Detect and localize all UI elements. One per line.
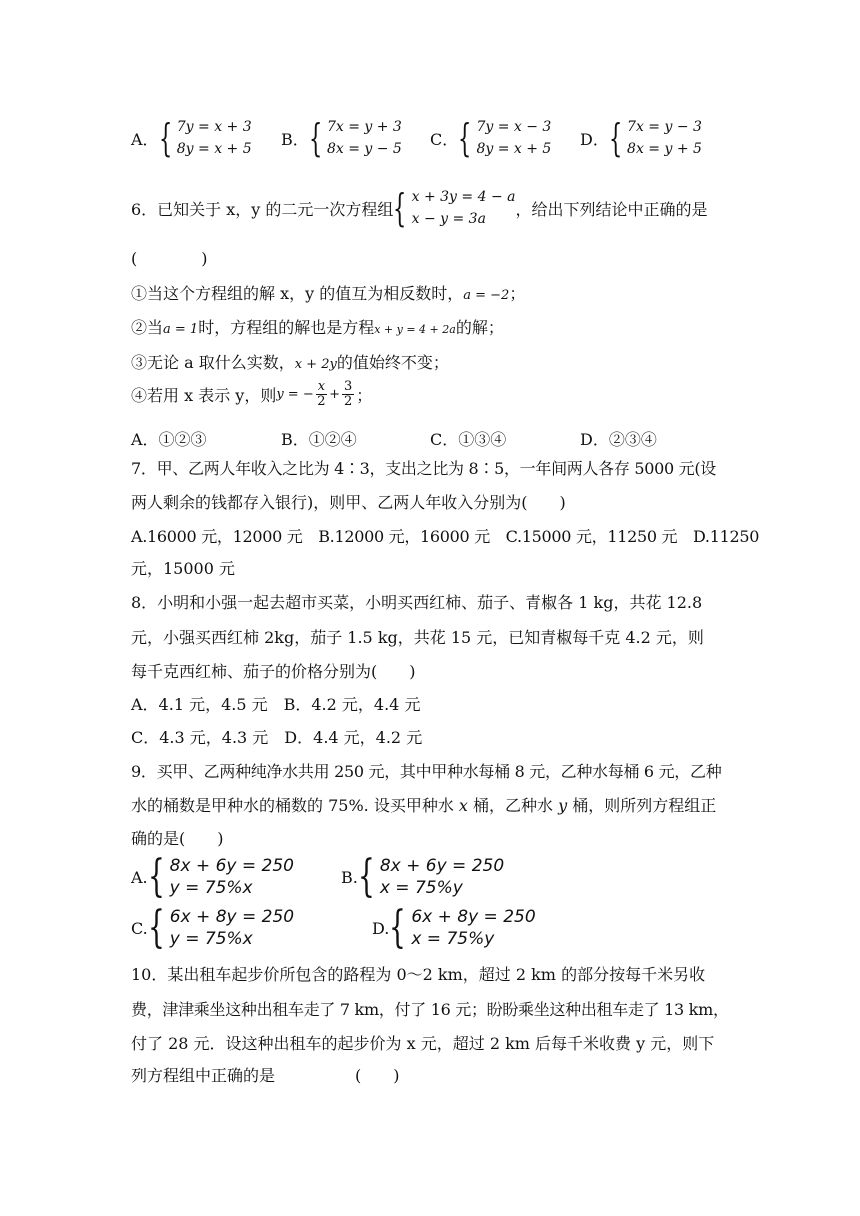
q6-statement-2: ②当a = 1时，方程组的解也是方程x + y = 4 + 2a的解； xyxy=(131,318,504,337)
q6-option-b: B．①②④ xyxy=(281,430,357,449)
q6-option-a: A．①②③ xyxy=(131,430,207,449)
q8-line-3: 每千克西红柿、茄子的价格分别为( ) xyxy=(131,662,416,681)
q9-option-c: C. { 6x + 8y = 250 y = 75%x xyxy=(131,902,295,953)
fraction-x-over-2: $\frac{x}{2}$ xyxy=(317,379,326,409)
q5-option-b: B． { 7x = y + 3 8x = y − 5 xyxy=(281,116,402,160)
q9-line-3: 确的是( ) xyxy=(131,829,224,848)
q5-option-c: C． { 7y = x − 3 8y = x + 5 xyxy=(430,116,552,160)
q6-option-c: C．①③④ xyxy=(430,430,507,449)
q9-option-a: A. { 8x + 6y = 250 y = 75%x xyxy=(131,851,294,902)
q6-option-d: D．②③④ xyxy=(580,430,657,449)
q6-answer-paren: ( ) xyxy=(131,249,208,268)
q7-line-2: 两人剩余的钱都存入银行)，则甲、乙两人年收入分别为( ) xyxy=(131,493,566,512)
q5-option-a: A． { 7y = x + 3 8y = x + 5 xyxy=(131,116,252,160)
q9-line-1: 9．买甲、乙两种纯净水共用 250 元，其中甲种水每桶 8 元，乙种水每桶 6 元，乙种 xyxy=(131,762,722,781)
q10-line-2: 费，津津乘坐这种出租车走了 7 km，付了 16 元；盼盼乘坐这种出租车走了 13 km， xyxy=(131,1000,729,1019)
q10-line-3: 付了 28 元．设这种出租车的起步价为 x 元，超过 2 km 后每千米收费 y 元，则下 xyxy=(131,1034,715,1053)
q5-option-d: D． { 7x = y − 3 8x = y + 5 xyxy=(580,116,702,160)
q7-options-cont: 元，15000 元 xyxy=(131,559,235,578)
q9-option-d: D. { 6x + 8y = 250 x = 75%y xyxy=(372,902,536,953)
q10-line-4: 列方程组中正确的是 ( ) xyxy=(131,1066,400,1085)
fraction-3-over-2: $\frac{3}{2}$ xyxy=(343,379,353,409)
q6-statement-1: ①当这个方程组的解 x，y 的值互为相反数时，a = −2； xyxy=(131,284,526,303)
q7-options: A.16000 元，12000 元 B.12000 元，16000 元 C.15000 元，11250 元 D.11250 xyxy=(131,527,760,546)
q7-line-1: 7．甲、乙两人年收入之比为 4∶3，支出之比为 8∶5，一年间两人各存 5000 元(设 xyxy=(131,459,717,478)
q8-line-2: 元，小强买西红柿 2kg，茄子 1.5 kg，共花 15 元，已知青椒每千克 4.2 元，则 xyxy=(131,628,704,647)
q6-statement-3: ③无论 a 取什么实数，x + 2y的值始终不变； xyxy=(131,353,449,372)
q8-options-cd: C．4.3 元，4.3 元 D．4.4 元，4.2 元 xyxy=(131,728,423,747)
q6-statement-4: ④若用 x 表示 y，则 y = − $\frac{x}{2}$ + $\frac{3}{2}$ ； xyxy=(131,379,373,409)
q9-line-2: 水的桶数是甲种水的桶数的 75%. 设买甲种水 x 桶，乙种水 y 桶，则所列方程组正 xyxy=(131,796,717,815)
q10-line-1: 10．某出租车起步价所包含的路程为 0～2 km，超过 2 km 的部分按每千米另收 xyxy=(131,965,706,984)
q8-line-1: 8．小明和小强一起去超市买菜，小明买西红柿、茄子、青椒各 1 kg，共花 12.8 xyxy=(131,593,703,612)
q9-option-b: B. { 8x + 6y = 250 x = 75%y xyxy=(341,851,505,902)
q6-stem: 6．已知关于 x，y 的二元一次方程组 { x + 3y = 4 − a x − y = 3a ，给出下列结论中正确的是 xyxy=(131,186,708,230)
q8-options-ab: A．4.1 元，4.5 元 B．4.2 元，4.4 元 xyxy=(131,695,421,714)
